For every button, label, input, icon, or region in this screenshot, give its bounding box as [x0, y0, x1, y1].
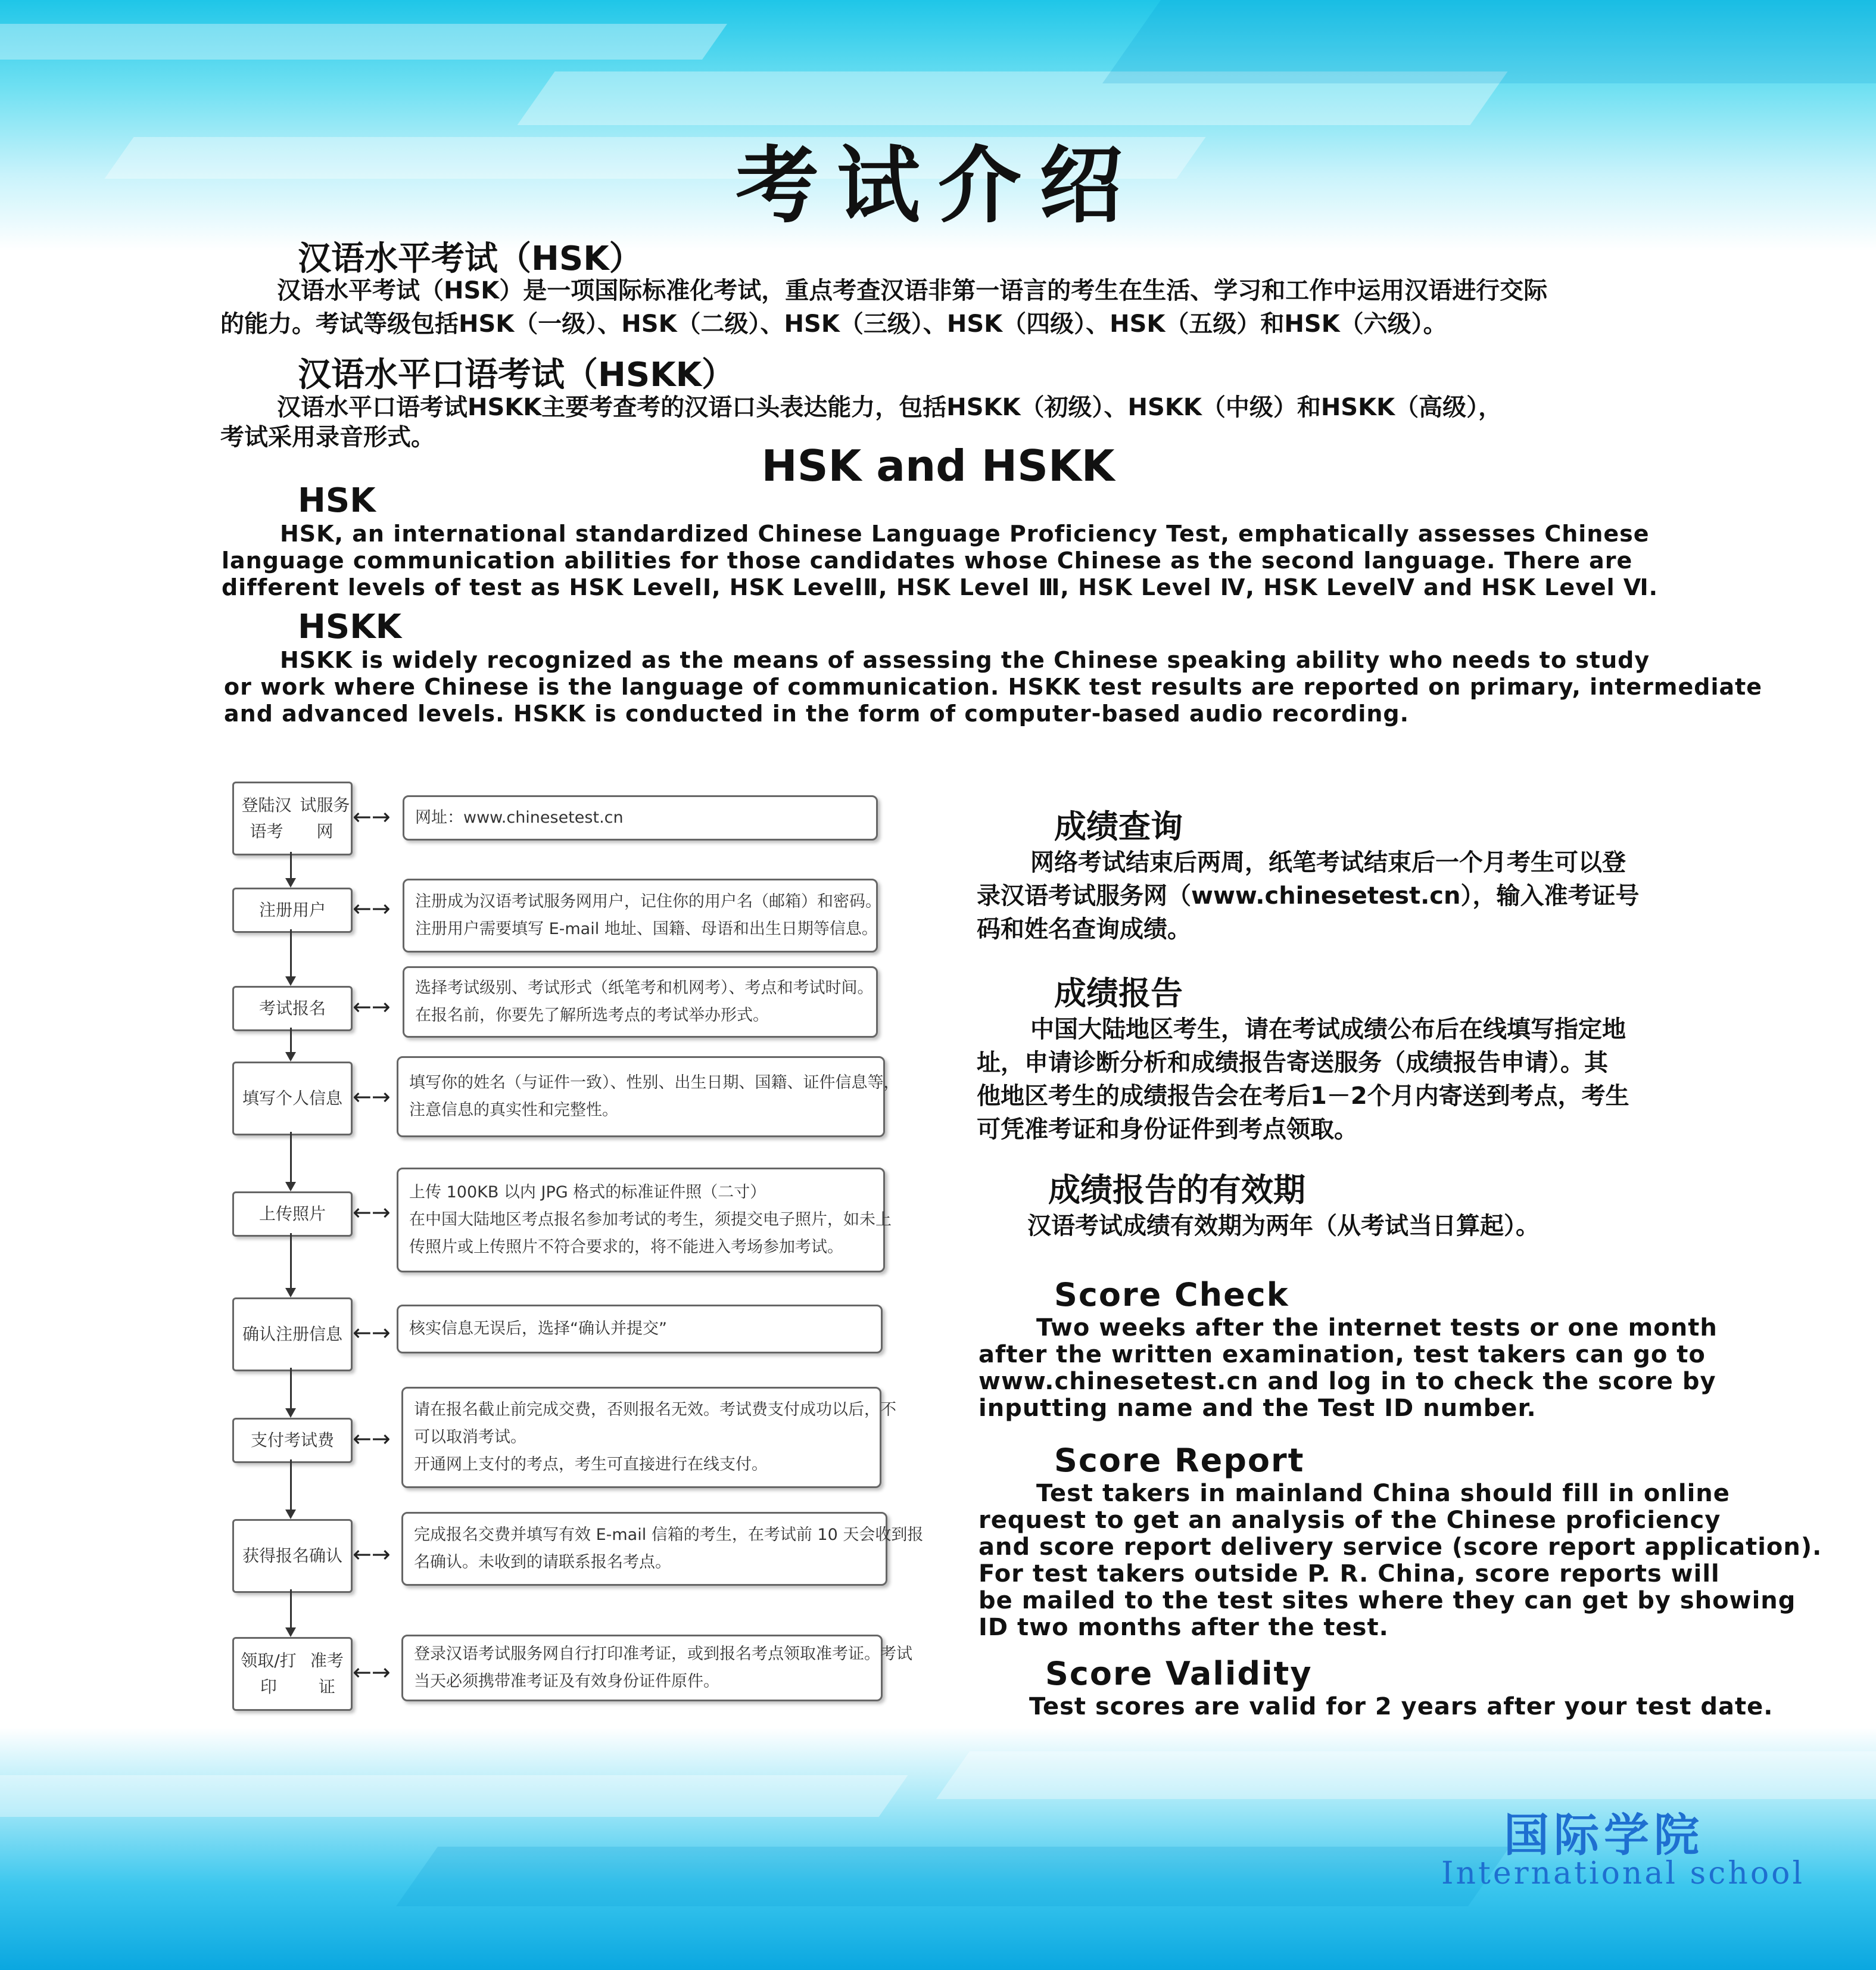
flow-step-box [232, 1297, 353, 1371]
flow-description-line: 在报名前，你要先了解所选考点的考试举办形式。 [415, 1006, 769, 1025]
hsk-cn-line1: 汉语水平考试（HSK）是一项国际标准化考试，重点考查汉语非第一语言的考生在生活、学习和工作中运用汉语进行交际 [277, 277, 1548, 304]
flow-description-box [403, 879, 881, 953]
flow-step-label: 支付考试费 [250, 1430, 334, 1450]
score-check-cn-line: 码和姓名查询成绩。 [977, 916, 1191, 943]
score-check-cn-line: 录汉语考试服务网（www.chinesetest.cn），输入准考证号 [977, 882, 1640, 910]
score-check-en-line: inputting name and the Test ID number. [978, 1395, 1537, 1422]
double-arrow-icon: ←→ [353, 1659, 391, 1685]
light-streak [1102, 0, 1876, 83]
score-validity-cn-line: 汉语考试成绩有效期为两年（从考试当日算起）。 [1027, 1212, 1540, 1240]
double-arrow-icon: ←→ [353, 895, 391, 922]
flow-description-line: 名确认。未收到的请联系报名考点。 [414, 1553, 671, 1571]
flow-description-box [401, 1635, 912, 1701]
flow-description-line: 网址：www.chinesetest.cn [415, 808, 624, 827]
hskk-cn-line2: 考试采用录音形式。 [220, 424, 435, 451]
light-streak [936, 1751, 1876, 1799]
flow-description-line: 传照片或上传照片不符合要求的，将不能进入考场参加考试。 [409, 1238, 843, 1256]
flow-description-line: 选择考试级别、考试形式（纸笔考和机网考）、考点和考试时间。 [415, 979, 874, 997]
score-report-en-line: request to get an analysis of the Chinese proficiency [978, 1507, 1721, 1534]
hskk-en-line2: or work where Chinese is the language of communication. HSKK test results are reported on primary, intermediate [224, 674, 1763, 700]
flow-description-line: 核实信息无误后，选择“确认并提交” [409, 1319, 667, 1338]
hsk-en-line1: HSK, an international standardized Chinese Language Proficiency Test, emphatically assesses Chinese [280, 521, 1650, 547]
score-check-en-heading: Score Check [1054, 1276, 1289, 1314]
double-arrow-icon: ←→ [353, 804, 391, 830]
school-logo-en: International school [1441, 1856, 1805, 1891]
flow-description-line: 请在报名截止前完成交费，否则报名无效。考试费支付成功以后，不 [414, 1401, 896, 1419]
double-arrow-icon: ←→ [353, 1319, 391, 1346]
flow-step-box [232, 782, 353, 855]
flow-step-label: 信息 [309, 1324, 343, 1344]
flow-connector-line [290, 929, 292, 976]
score-validity-en-line: Test scores are valid for 2 years after your test date. [1029, 1693, 1774, 1720]
score-report-en-line: and score report delivery service (score report application). [978, 1533, 1822, 1561]
flow-step-label: 试服务网 [300, 795, 350, 841]
score-report-cn-line: 他地区考生的成绩报告会在考后1－2个月内寄送到考点，考生 [977, 1082, 1629, 1110]
down-arrow-icon [285, 1627, 296, 1637]
hskk-cn-line1: 汉语水平口语考试HSKK主要考查考的汉语口头表达能力，包括HSKK（初级）、HSKK（中级）和HSKK（高级）， [277, 394, 1503, 421]
flow-step-label: 信息 [309, 1088, 343, 1108]
hskk-en-line3: and advanced levels. HSKK is conducted in the form of computer-based audio recording. [224, 701, 1410, 727]
flow-description-line: 完成报名交费并填写有效 E-mail 信箱的考生，在考试前 10 天会收到报 [414, 1526, 924, 1544]
hskk-cn-heading: 汉语水平口语考试（HSKK） [298, 356, 735, 394]
flow-step-label: 获得报名 [242, 1546, 309, 1566]
flow-step-label: 注册用户 [258, 900, 326, 920]
flow-description-box [403, 966, 878, 1038]
flow-description-line: 注册成为汉语考试服务网用户，记住你的用户名（邮箱）和密码。 [415, 892, 881, 911]
flow-step-label: 确认 [309, 1546, 343, 1566]
flow-connector-line [290, 1132, 292, 1182]
flow-step-label: 考试报名 [258, 998, 326, 1018]
down-arrow-icon [285, 1510, 296, 1519]
flow-description-line: 当天必须携带准考证及有效身份证件原件。 [414, 1672, 719, 1691]
score-check-en-line: www.chinesetest.cn and log in to check the score by [978, 1368, 1716, 1395]
down-arrow-icon [285, 1052, 296, 1062]
flow-description-line: 在中国大陆地区考点报名参加考试的考生，须提交电子照片，如未上 [409, 1210, 892, 1229]
flow-step-box [232, 1637, 353, 1711]
flow-step-label: 上传照片 [258, 1204, 326, 1224]
flow-step-box [232, 986, 353, 1031]
flow-step-label: 准考证 [310, 1651, 344, 1697]
score-report-en-line: be mailed to the test sites where they can get by showing [978, 1587, 1796, 1614]
flow-step-box [232, 888, 353, 933]
score-check-en-line: Two weeks after the internet tests or one month [1036, 1314, 1718, 1342]
light-streak [0, 1775, 908, 1817]
double-arrow-icon: ←→ [353, 1084, 391, 1110]
flow-step-box [232, 1062, 353, 1135]
page-title: 考试介绍 [735, 138, 1140, 235]
score-report-en-heading: Score Report [1054, 1442, 1305, 1479]
hsk-cn-heading: 汉语水平考试（HSK） [298, 239, 643, 278]
flow-description-box [401, 1512, 924, 1586]
double-arrow-icon: ←→ [353, 1541, 391, 1567]
hsk-en-heading: HSK [298, 481, 376, 520]
flow-step-box [232, 1418, 353, 1463]
flow-connector-line [290, 1589, 292, 1627]
flow-step-label: 填写个人 [242, 1088, 309, 1108]
flow-step-box [232, 1519, 353, 1593]
double-arrow-icon: ←→ [353, 1426, 391, 1452]
school-logo-cn: 国际学院 [1504, 1809, 1704, 1862]
hskk-en-line1: HSKK is widely recognized as the means of assessing the Chinese speaking ability who needs to study [280, 647, 1650, 673]
flow-connector-line [290, 1233, 292, 1288]
hsk-en-line3: different levels of test as HSK LevelⅠ, HSK LevelⅡ, HSK Level Ⅲ, HSK Level Ⅳ, HSK LevelⅤ and HSK Level Ⅵ. [222, 574, 1659, 600]
flow-description-box [401, 1387, 896, 1488]
score-check-cn-line: 网络考试结束后两周，纸笔考试结束后一个月考生可以登 [1030, 849, 1626, 876]
flow-description-line: 开通网上支付的考点，考生可直接进行在线支付。 [414, 1455, 768, 1474]
flow-step-label: 确认注册 [242, 1324, 309, 1344]
flow-description-box [403, 795, 878, 841]
hsk-cn-line2: 的能力。考试等级包括HSK（一级）、HSK（二级）、HSK（三级）、HSK（四级）、HSK（五级）和HSK（六级）。 [220, 310, 1447, 338]
flow-description-box [397, 1168, 892, 1272]
flow-connector-line [290, 1028, 292, 1052]
flow-description-box [397, 1056, 900, 1137]
down-arrow-icon [285, 1408, 296, 1418]
score-validity-cn-heading: 成绩报告的有效期 [1048, 1171, 1305, 1209]
flow-description-line: 上传 100KB 以内 JPG 格式的标准证件照（二寸） [409, 1183, 766, 1202]
score-report-cn-line: 可凭准考证和身份证件到考点领取。 [977, 1116, 1358, 1143]
down-arrow-icon [285, 976, 296, 986]
score-report-cn-heading: 成绩报告 [1054, 975, 1183, 1012]
score-report-en-line: For test takers outside P. R. China, score reports will [978, 1560, 1720, 1588]
flow-description-line: 可以取消考试。 [414, 1428, 526, 1446]
score-validity-en-heading: Score Validity [1045, 1655, 1313, 1692]
flow-connector-line [290, 1459, 292, 1510]
down-arrow-icon [285, 1288, 296, 1297]
score-check-en-line: after the written examination, test takers can go to [978, 1341, 1706, 1368]
score-check-cn-heading: 成绩查询 [1054, 808, 1183, 845]
hsk-en-line2: language communication abilities for those candidates whose Chinese as the second language. There are [222, 547, 1633, 574]
flow-step-label: 登陆汉语考 [241, 795, 292, 841]
flow-description-line: 注册用户需要填写 E-mail 地址、国籍、母语和出生日期等信息。 [415, 920, 878, 938]
hskk-en-heading: HSKK [298, 608, 401, 646]
down-arrow-icon [285, 1182, 296, 1191]
flow-description-line: 注意信息的真实性和完整性。 [409, 1101, 618, 1119]
flow-description-box [397, 1305, 883, 1353]
flow-step-box [232, 1191, 353, 1237]
light-streak [0, 24, 727, 60]
flow-step-label: 领取/打印 [241, 1651, 297, 1697]
score-report-cn-line: 中国大陆地区考生，请在考试成绩公布后在线填写指定地 [1030, 1016, 1626, 1043]
flow-description-line: 登录汉语考试服务网自行打印准考证，或到报名考点领取准考证。考试 [414, 1645, 912, 1663]
light-streak [396, 1847, 1510, 1906]
score-report-cn-line: 址，申请诊断分析和成绩报告寄送服务（成绩报告申请）。其 [977, 1049, 1608, 1076]
double-arrow-icon: ←→ [353, 994, 391, 1020]
down-arrow-icon [285, 878, 296, 888]
flow-connector-line [290, 1368, 292, 1408]
score-report-en-line: ID two months after the test. [978, 1614, 1389, 1641]
double-arrow-icon: ←→ [353, 1199, 391, 1225]
flow-description-line: 填写你的姓名（与证件一致）、性别、出生日期、国籍、证件信息等， [409, 1073, 900, 1092]
flow-connector-line [290, 852, 292, 878]
english-section-heading: HSK and HSKK [761, 441, 1115, 491]
score-report-en-line: Test takers in mainland China should fill in online [1036, 1480, 1730, 1507]
